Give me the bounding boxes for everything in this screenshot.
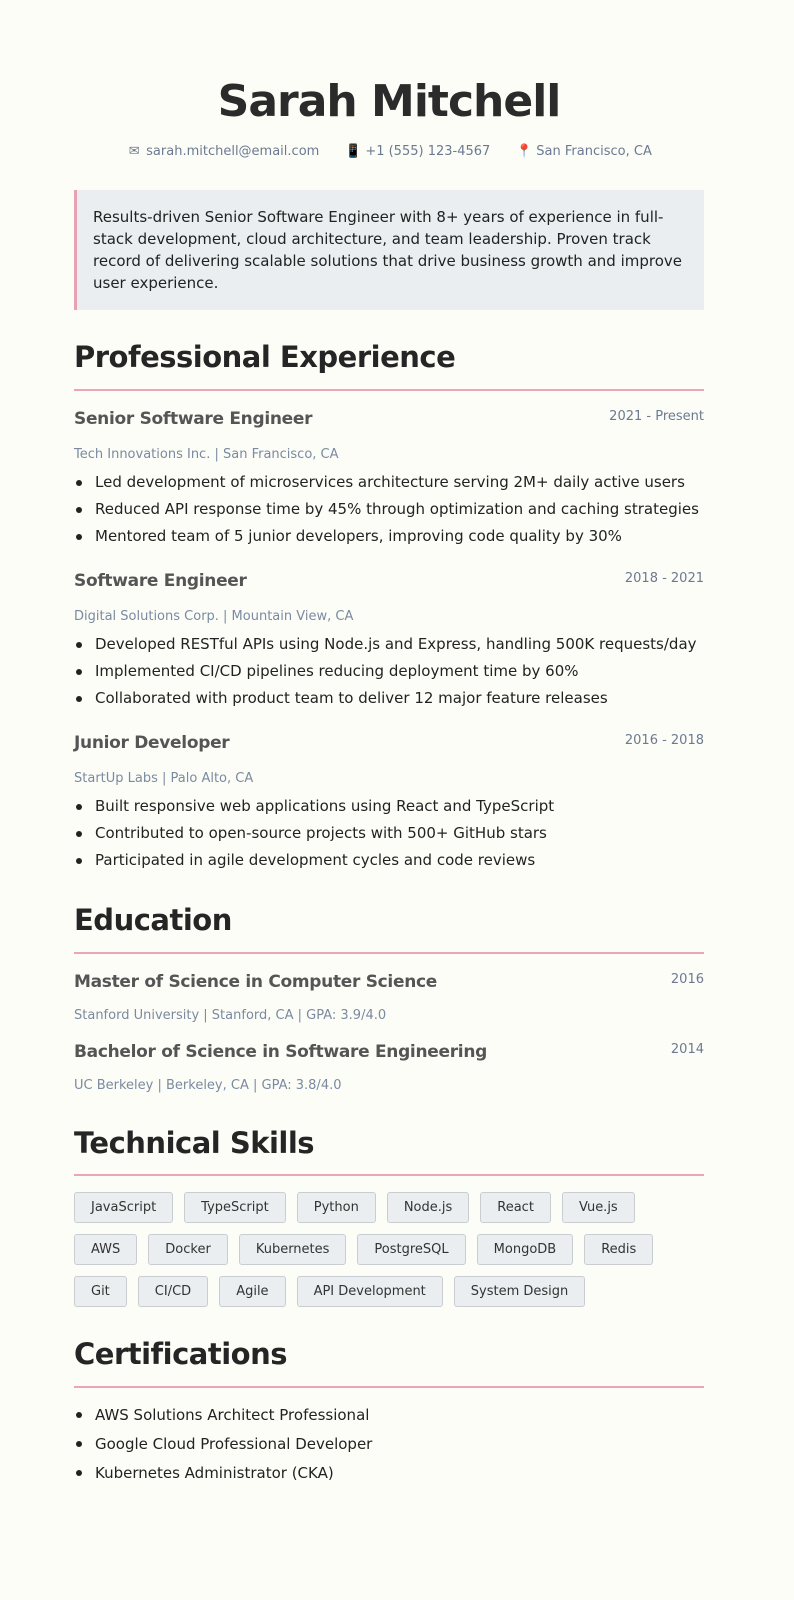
contact-email[interactable] xyxy=(126,142,319,162)
degree-year: 2016 xyxy=(670,972,704,987)
job-achievements xyxy=(74,631,704,712)
job-title: Senior Software Engineer xyxy=(74,409,313,429)
list-item: Participated in agile development cycles and code reviews xyxy=(74,847,704,874)
list-item: Led development of microservices architecture serving 2M+ daily active users xyxy=(74,469,704,496)
degree-school: UC Berkeley | Berkeley, CA | GPA: 3.8/4.0 xyxy=(74,1078,342,1093)
section-divider xyxy=(74,1386,704,1388)
degree-year: 2014 xyxy=(670,1042,704,1057)
section-title-education: Education xyxy=(74,903,232,937)
skill-tag: CI/CD xyxy=(138,1276,208,1307)
skill-tag: Node.js xyxy=(387,1192,469,1223)
skill-tag: Docker xyxy=(148,1234,228,1265)
list-item: Implemented CI/CD pipelines reducing deployment time by 60% xyxy=(74,658,704,685)
list-item: Kubernetes Administrator (CKA) xyxy=(74,1459,704,1488)
contact-phone[interactable] xyxy=(345,142,490,162)
section-divider xyxy=(74,1174,704,1176)
job-achievements xyxy=(74,793,704,874)
contact-location xyxy=(516,142,652,162)
skill-tag: Kubernetes xyxy=(239,1234,347,1265)
job-company: Tech Innovations Inc. | San Francisco, CA xyxy=(74,447,339,462)
list-item: Collaborated with product team to deliver 12 major feature releases xyxy=(74,685,704,712)
section-title-certifications: Certifications xyxy=(74,1337,288,1371)
envelope-icon: ✉ xyxy=(128,144,140,159)
list-item: Mentored team of 5 junior developers, improving code quality by 30% xyxy=(74,523,704,550)
degree-school: Stanford University | Stanford, CA | GPA: 3.9/4.0 xyxy=(74,1008,387,1023)
contact-location-text: San Francisco, CA xyxy=(536,144,652,159)
skill-tag: JavaScript xyxy=(74,1192,173,1223)
location-pin-icon: 📍 xyxy=(516,144,533,159)
skill-tag: PostgreSQL xyxy=(357,1234,465,1265)
job-title: Junior Developer xyxy=(74,733,230,753)
job-company: Digital Solutions Corp. | Mountain View, CA xyxy=(74,609,354,624)
skill-tag: Python xyxy=(297,1192,376,1223)
section-title-experience: Professional Experience xyxy=(74,340,456,374)
job-achievements xyxy=(74,469,704,550)
skills-list xyxy=(74,1192,704,1307)
job-company: StartUp Labs | Palo Alto, CA xyxy=(74,771,254,786)
degree-title: Master of Science in Computer Science xyxy=(74,972,438,992)
skill-tag: AWS xyxy=(74,1234,137,1265)
skill-tag: MongoDB xyxy=(477,1234,574,1265)
skill-tag: API Development xyxy=(297,1276,443,1307)
mobile-phone-icon: 📱 xyxy=(345,144,362,159)
skill-tag: Git xyxy=(74,1276,127,1307)
job-dates: 2021 - Present xyxy=(609,409,704,424)
list-item: Contributed to open-source projects with 500+ GitHub stars xyxy=(74,820,704,847)
skill-tag: Vue.js xyxy=(562,1192,635,1223)
list-item: Built responsive web applications using React and TypeScript xyxy=(74,793,704,820)
section-divider xyxy=(74,952,704,954)
contact-phone-text: +1 (555) 123-4567 xyxy=(365,144,491,159)
candidate-name: Sarah Mitchell xyxy=(217,76,561,127)
skill-tag: Redis xyxy=(584,1234,653,1265)
contact-email-text: sarah.mitchell@email.com xyxy=(146,144,320,159)
list-item: Developed RESTful APIs using Node.js and Express, handling 500K requests/day xyxy=(74,631,704,658)
job-title: Software Engineer xyxy=(74,571,247,591)
skill-tag: Agile xyxy=(219,1276,285,1307)
list-item: AWS Solutions Architect Professional xyxy=(74,1401,704,1430)
list-item: Reduced API response time by 45% through optimization and caching strategies xyxy=(74,496,704,523)
degree-title: Bachelor of Science in Software Engineering xyxy=(74,1042,488,1062)
job-dates: 2016 - 2018 xyxy=(624,733,704,748)
job-dates: 2018 - 2021 xyxy=(624,571,704,586)
contact-info xyxy=(74,142,704,162)
certifications-list xyxy=(74,1401,704,1488)
section-divider xyxy=(74,389,704,391)
list-item: Google Cloud Professional Developer xyxy=(74,1430,704,1459)
skill-tag: React xyxy=(480,1192,551,1223)
skill-tag: System Design xyxy=(454,1276,586,1307)
skill-tag: TypeScript xyxy=(184,1192,286,1223)
professional-summary: Results-driven Senior Software Engineer with 8+ years of experience in full-stack development, cloud architecture, and team leadership. Proven track record of delivering scalable solutions that drive business growth and improve user experience. xyxy=(74,190,704,310)
section-title-skills: Technical Skills xyxy=(74,1126,315,1160)
